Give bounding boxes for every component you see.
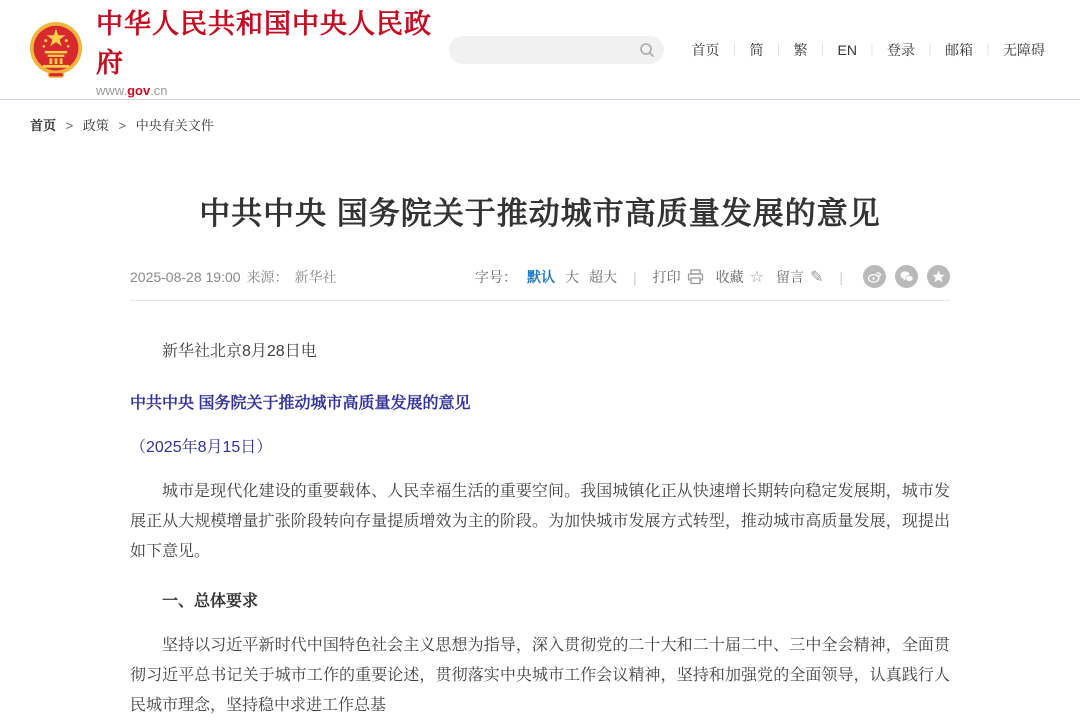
site-title: 中华人民共和国中央人民政府 xyxy=(96,8,432,78)
nav-mail[interactable]: 邮箱 xyxy=(944,41,973,58)
search-icon[interactable] xyxy=(639,42,655,58)
breadcrumb xyxy=(0,100,1080,144)
printer-icon xyxy=(687,269,704,285)
fontsize-default[interactable]: 默认 xyxy=(526,268,555,285)
article-meta-right xyxy=(475,265,950,288)
meta-divider xyxy=(130,300,950,301)
header-right xyxy=(449,36,1054,64)
top-nav xyxy=(682,40,1054,60)
search-box[interactable] xyxy=(449,36,664,64)
source-label: 来源： xyxy=(246,268,289,285)
wechat-icon xyxy=(899,269,914,284)
nav-separator: ｜ xyxy=(981,43,994,57)
document-date: （2025年8月15日） xyxy=(130,439,273,456)
national-emblem-icon xyxy=(28,20,84,80)
paragraph-section1: 坚持以习近平新时代中国特色社会主义思想为指导，深入贯彻党的二十大和二十届二中、三中全会精神，全面贯彻习近平总书记关于城市工作的重要论述，贯彻落实中央城市工作会议精神，坚持和加强党的全面领导，认真践行人民城市理念，坚持稳中求进工作总基 xyxy=(130,637,950,714)
favorite-button[interactable] xyxy=(716,267,764,287)
nav-simplified[interactable]: 简 xyxy=(749,41,764,58)
publish-datetime: 2025-08-28 19:00 xyxy=(130,268,241,285)
share-qzone-button[interactable] xyxy=(927,265,950,288)
article-meta-row xyxy=(130,265,950,288)
nav-english[interactable]: EN xyxy=(837,41,857,58)
article-meta-left xyxy=(130,267,337,287)
article xyxy=(130,188,950,721)
breadcrumb-policy[interactable]: 政策 xyxy=(82,118,109,133)
comment-button[interactable] xyxy=(776,267,823,287)
nav-separator: ｜ xyxy=(728,43,741,57)
qzone-star-icon xyxy=(931,269,946,284)
site-url[interactable]: www.gov.cn xyxy=(96,82,168,98)
favorite-label: 收藏 xyxy=(715,268,744,285)
nav-separator: ｜ xyxy=(865,43,878,57)
breadcrumb-home[interactable]: 首页 xyxy=(30,118,57,133)
nav-separator: ｜ xyxy=(772,43,785,57)
paragraph-intro: 城市是现代化建设的重要载体、人民幸福生活的重要空间。我国城镇化正从快速增长期转向稳定发展期，城市发展正从大规模增量扩张阶段转向存量提质增效为主的阶段。为加快城市发展方式转型，推动城市高质量发展，现提出如下意见。 xyxy=(130,483,950,560)
site-brand[interactable] xyxy=(28,2,449,98)
nav-separator: ｜ xyxy=(923,43,936,57)
meta-separator: | xyxy=(839,268,843,285)
print-label: 打印 xyxy=(652,268,681,285)
article-body xyxy=(130,337,950,721)
weibo-icon xyxy=(867,269,882,284)
meta-separator: | xyxy=(632,268,637,285)
breadcrumb-separator: > xyxy=(65,118,74,133)
search-input[interactable] xyxy=(463,36,639,64)
section-heading-1: 一、总体要求 xyxy=(162,593,259,610)
share-group xyxy=(863,265,950,288)
site-header xyxy=(0,0,1080,100)
dateline: 新华社北京8月28日电 xyxy=(162,343,317,360)
nav-separator: ｜ xyxy=(816,43,829,57)
breadcrumb-central-documents[interactable]: 中央有关文件 xyxy=(135,118,214,133)
nav-traditional[interactable]: 繁 xyxy=(793,41,808,58)
nav-accessibility[interactable]: 无障碍 xyxy=(1003,41,1045,58)
share-wechat-button[interactable] xyxy=(895,265,918,288)
article-title: 中共中央 国务院关于推动城市高质量发展的意见 xyxy=(199,196,881,231)
fontsize-xlarge[interactable]: 超大 xyxy=(588,268,617,285)
print-button[interactable] xyxy=(653,267,704,287)
pencil-icon: ✎ xyxy=(809,268,824,286)
star-icon: ☆ xyxy=(749,268,764,286)
nav-home[interactable]: 首页 xyxy=(691,41,720,58)
fontsize-label: 字号： xyxy=(474,268,517,285)
fontsize-large[interactable]: 大 xyxy=(564,268,579,285)
source-name[interactable]: 新华社 xyxy=(294,268,337,285)
fontsize-group xyxy=(475,267,617,287)
comment-label: 留言 xyxy=(775,268,804,285)
share-weibo-button[interactable] xyxy=(863,265,886,288)
breadcrumb-separator: > xyxy=(118,118,127,133)
document-title: 中共中央 国务院关于推动城市高质量发展的意见 xyxy=(130,395,471,412)
nav-login[interactable]: 登录 xyxy=(886,41,915,58)
